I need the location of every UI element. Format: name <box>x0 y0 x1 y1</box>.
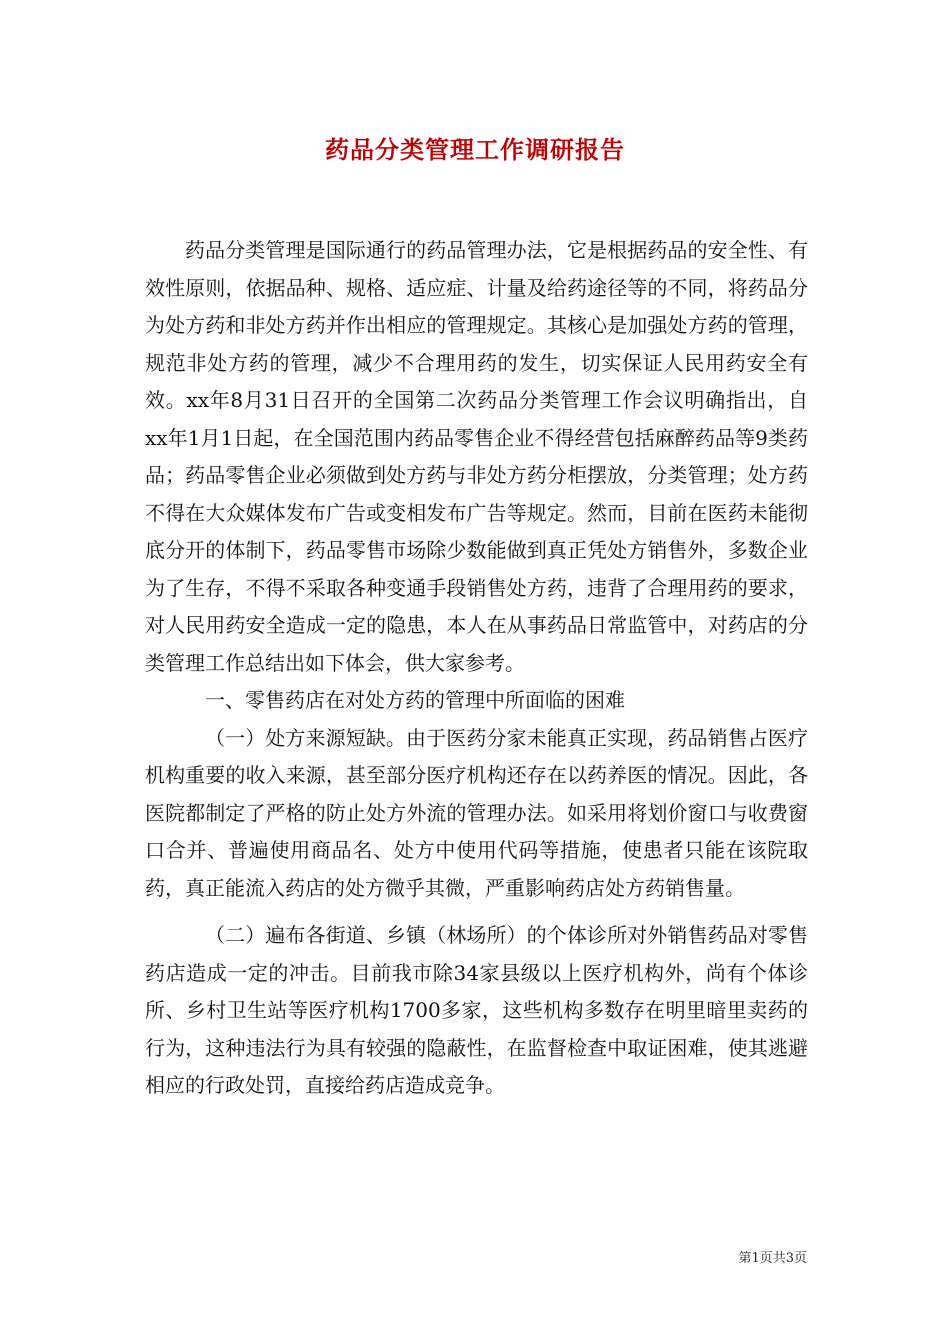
paragraph-intro: 药品分类管理是国际通行的药品管理办法，它是根据药品的安全性、有效性原则，依据品种、规格、适应症、计量及给药途径等的不同，将药品分为处方药和非处方药并作出相应的管理规定。其核心是加强处方药的管理，规范非处方药的管理，减少不合理用药的发生，切实保证人民用药安全有效。xx年8月31日召开的全国第二次药品分类管理工作会议明确指出，自xx年1月1日起，在全国范围内药品零售企业不得经营包括麻醉药品等9类药品；药品零售企业必须做到处方药与非处方药分柜摆放，分类管理；处方药不得在大众媒体发布广告或变相发布广告等规定。然而，目前在医药未能彻底分开的体制下，药品零售市场除少数能做到真正凭处方销售外，多数企业为了生存，不得不采取各种变通手段销售处方药，违背了合理用药的要求，对人民用药安全造成一定的隐患，本人在从事药品日常监管中，对药店的分类管理工作总结出如下体会，供大家参考。 <box>145 238 808 675</box>
document-body <box>145 232 808 1105</box>
document-title: 药品分类管理工作调研报告 <box>325 135 625 164</box>
paragraph-subsection-2: （二）遍布各街道、乡镇（林场所）的个体诊所对外销售药品对零售药店造成一定的冲击。目前我市除34家县级以上医疗机构外，尚有个体诊所、乡村卫生站等医疗机构1700多家，这些机构多数存在明里暗里卖药的行为，这种违法行为具有较强的隐蔽性，在监督检查中取证困难，使其逃避相应的行政处罚，直接给药店造成竞争。 <box>145 923 808 1097</box>
section-heading-1: 一、零售药店在对处方药的管理中所面临的困难 <box>205 688 625 712</box>
page-number-footer: 第1页共3页 <box>738 1251 807 1266</box>
paragraph-subsection-1: （一）处方来源短缺。由于医药分家未能真正实现，药品销售占医疗机构重要的收入来源，甚至部分医疗机构还存在以药养医的情况。因此，各医院都制定了严格的防止处方外流的管理办法。如采用将划价窗口与收费窗口合并、普遍使用商品名、处方中使用代码等措施，使患者只能在该院取药，真正能流入药店的处方微乎其微，严重影响药店处方药销售量。 <box>145 725 808 900</box>
